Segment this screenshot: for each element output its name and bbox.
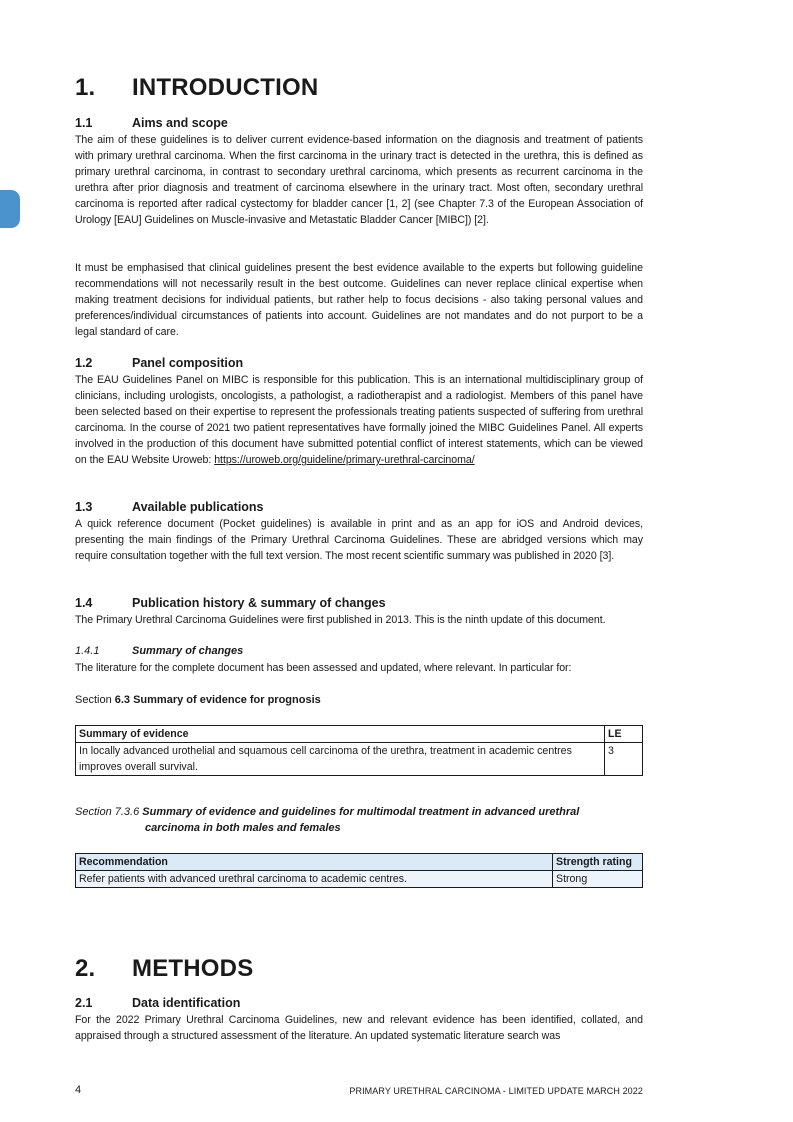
table-cell: Refer patients with advanced urethral carcinoma to academic centres. bbox=[76, 871, 553, 888]
header-cell: Summary of evidence bbox=[76, 726, 605, 743]
table-row bbox=[76, 743, 643, 776]
evidence-table bbox=[75, 725, 643, 776]
caption-title: 6.3 Summary of evidence for prognosis bbox=[114, 694, 321, 706]
section-1-1-paragraph-1: The aim of these guidelines is to deliver current evidence-based information on the diagnosis and treatment of patients with primary urethral carcinoma. When the first carcinoma in the urinary tract is detected in the urethra, this is defined as primary urethral carcinoma, in contrast to secondary urethral carcinoma, which presents as recurrent carcinoma in the urethra after prior diagnosis and treatment of carcinoma elsewhere in the urinary tract. Most often, secondary urethral carcinoma is reported after radical cystectomy for bladder cancer [1, 2] (see Chapter 7.3 of the European Association of Urology [EAU] Guidelines on Muscle-invasive and Metastatic Bladder Cancer [MIBC]) [2]. bbox=[75, 134, 643, 226]
section-1-4-heading bbox=[75, 595, 643, 611]
section-1-3-heading bbox=[75, 499, 643, 515]
page-number: 4 bbox=[75, 1084, 82, 1096]
uroweb-guideline-link[interactable]: https://uroweb.org/guideline/primary-urethral-carcinoma/ bbox=[214, 454, 475, 466]
caption-prefix: Section 7.3.6 bbox=[75, 806, 143, 818]
section-number: 1.4 bbox=[75, 596, 93, 610]
chapter-1-heading bbox=[75, 74, 643, 102]
chapter-2-heading bbox=[75, 955, 643, 983]
header-cell: Recommendation bbox=[76, 854, 553, 871]
recommendation-table bbox=[75, 853, 643, 888]
chapter-number: 2. bbox=[75, 955, 96, 982]
chapter-number: 1. bbox=[75, 74, 96, 101]
section-number: 2.1 bbox=[75, 996, 93, 1010]
section-1-1-heading bbox=[75, 115, 643, 131]
chapter-tab-marker bbox=[0, 190, 20, 228]
chapter-title: METHODS bbox=[132, 955, 254, 982]
section-number: 1.3 bbox=[75, 500, 93, 514]
section-1-2-paragraph bbox=[75, 372, 643, 468]
table-2-container bbox=[75, 853, 643, 888]
section-title: Available publications bbox=[132, 500, 264, 514]
subsection-title: Summary of changes bbox=[132, 645, 244, 657]
section-1-1-paragraph-2: It must be emphasised that clinical guidelines present the best evidence available to the experts but following guideline recommendations will not necessarily result in the best outcome. Guidelines can never replace clinical expertise when making treatment decisions for individual patients, but rather help to focus decisions - also taking personal values and preferences/individual circumstances of patients into account. Guidelines are not mandates and do not purport to be a legal standard of care. bbox=[75, 262, 643, 338]
table-header-row bbox=[76, 854, 643, 871]
table-cell: In locally advanced urothelial and squamous cell carcinoma of the urethra, treatment in academic centres improves overall survival. bbox=[76, 743, 605, 776]
running-footer-title: PRIMARY URETHRAL CARCINOMA - LIMITED UPDATE MARCH 2022 bbox=[349, 1086, 643, 1096]
header-cell: Strength rating bbox=[553, 854, 643, 871]
table-cell: Strong bbox=[553, 871, 643, 888]
section-number: 1.1 bbox=[75, 116, 93, 130]
section-title: Aims and scope bbox=[132, 116, 228, 130]
table-1-container bbox=[75, 725, 643, 776]
header-cell: LE bbox=[605, 726, 643, 743]
table-row bbox=[76, 871, 643, 888]
section-title: Publication history & summary of changes bbox=[132, 596, 386, 610]
section-title: Data identification bbox=[132, 996, 241, 1010]
section-number: 1.2 bbox=[75, 356, 93, 370]
section-1-3-paragraph: A quick reference document (Pocket guidelines) is available in print and as an app for iOS and Android devices, presenting the main findings of the Primary Urethral Carcinoma Guidelines. These are abridged versions which may require consultation together with the full text version. The most recent scientific summary was published in 2020 [3]. bbox=[75, 518, 643, 562]
section-2-1-paragraph: For the 2022 Primary Urethral Carcinoma Guidelines, new and relevant evidence has been identified, collated, and appraised through a structured assessment of the literature. An updated systematic literature search was bbox=[75, 1014, 643, 1042]
section-1-4-1-heading bbox=[75, 644, 643, 659]
section-1-2-heading bbox=[75, 355, 643, 371]
caption-title-line-1: Summary of evidence and guidelines for multimodal treatment in advanced urethral bbox=[142, 806, 580, 818]
caption-prefix: Section bbox=[75, 694, 115, 706]
section-1-4-paragraph: The Primary Urethral Carcinoma Guidelines were first published in 2013. This is the ninth update of this document. bbox=[75, 614, 606, 626]
table-2-caption bbox=[75, 804, 643, 836]
table-cell: 3 bbox=[605, 743, 643, 776]
subsection-number: 1.4.1 bbox=[75, 645, 100, 657]
table-1-caption bbox=[75, 692, 643, 708]
section-1-4-1-paragraph: The literature for the complete document has been assessed and updated, where relevant. In particular for: bbox=[75, 662, 572, 674]
section-2-1-heading bbox=[75, 995, 643, 1011]
section-title: Panel composition bbox=[132, 356, 244, 370]
section-1-2-text: The EAU Guidelines Panel on MIBC is responsible for this publication. This is an international multidisciplinary group of clinicians, including urologists, oncologists, a pathologist, a radiotherapist and a radiologist. Members of this panel have been selected based on their expertise to represent the professionals treating patients suspected of suffering from urethral carcinoma. In the course of 2021 two patient representatives have formally joined the MIBC Guidelines Panel. All experts involved in the production of this document have submitted potential conflict of interest statements, which can be viewed on the EAU Website Uroweb: bbox=[75, 374, 643, 466]
table-header-row bbox=[76, 726, 643, 743]
caption-title-line-2: carcinoma in both males and females bbox=[145, 822, 341, 834]
chapter-title: INTRODUCTION bbox=[132, 74, 319, 101]
